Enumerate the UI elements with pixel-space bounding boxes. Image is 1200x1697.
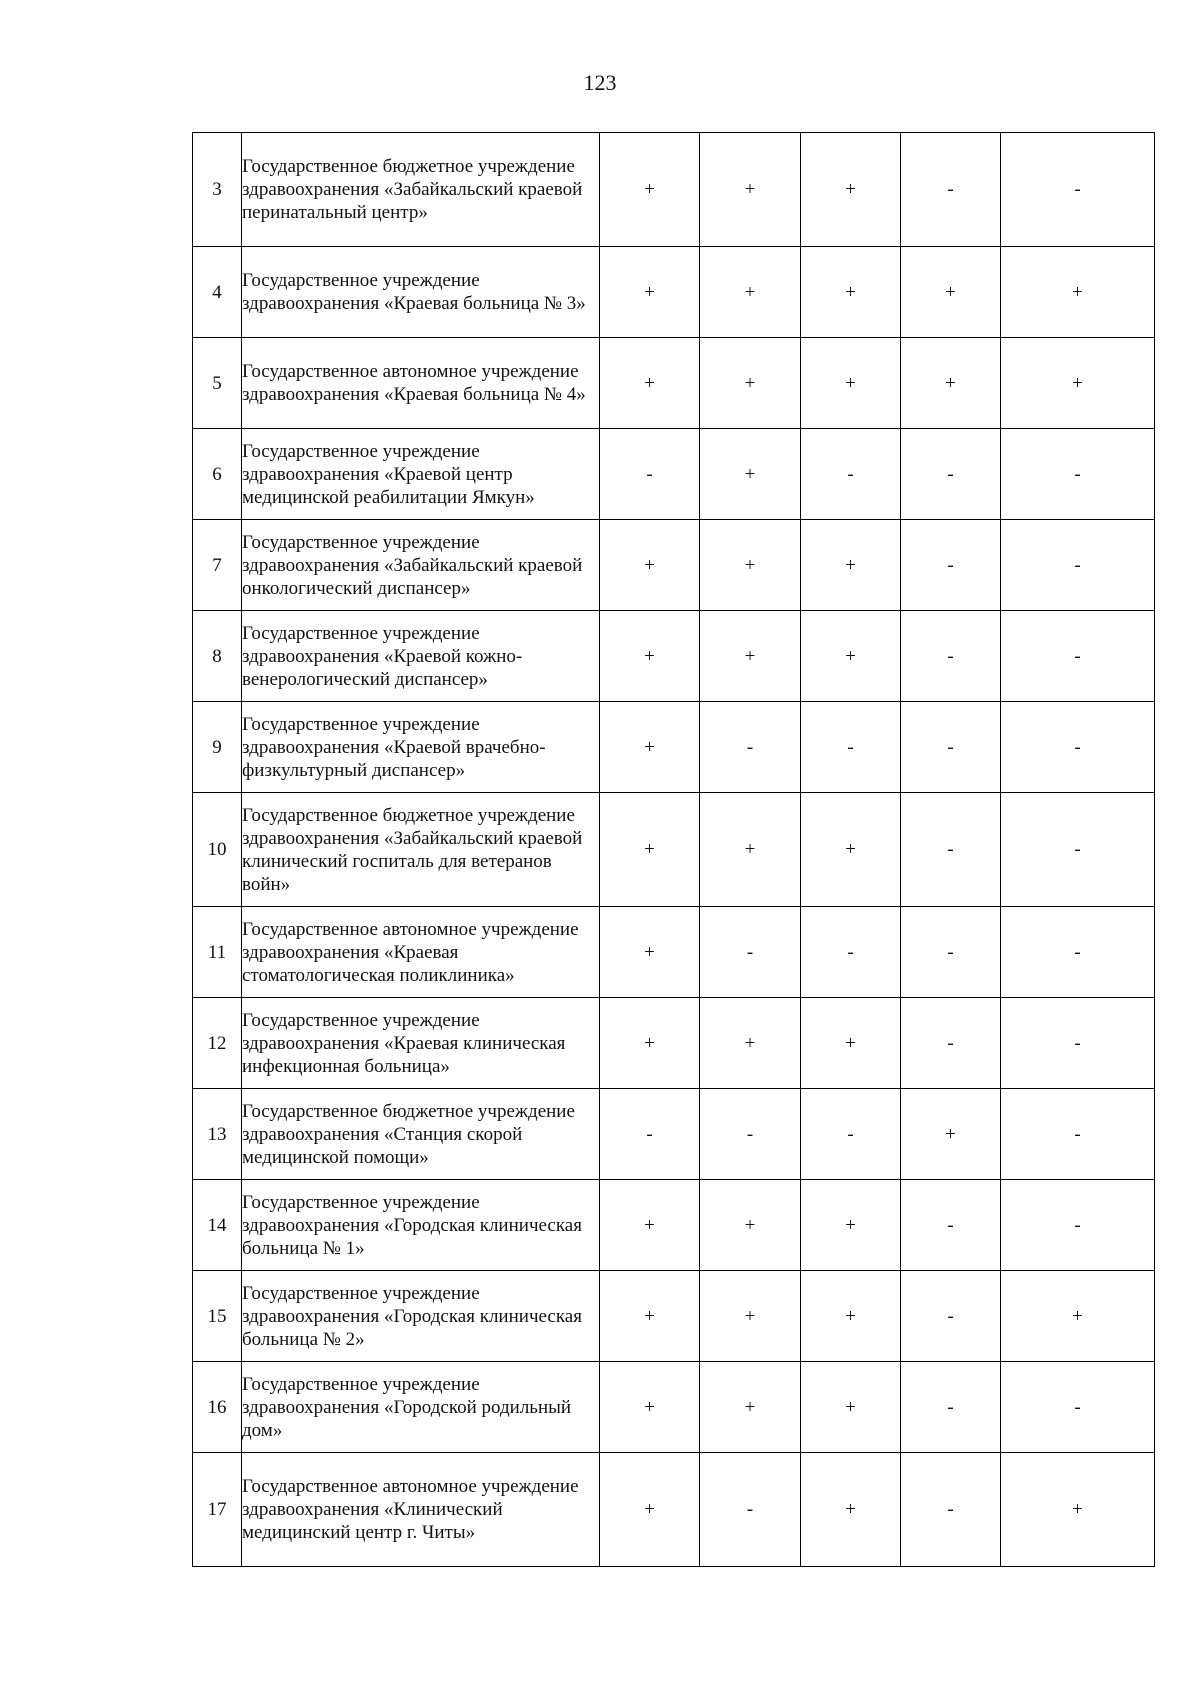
row-number: 17 xyxy=(193,1453,242,1567)
mark-cell-col-1: + xyxy=(600,611,700,702)
mark-cell-col-1: - xyxy=(600,429,700,520)
mark-cell-col-2: + xyxy=(700,1271,801,1362)
mark-cell-col-4: - xyxy=(901,702,1001,793)
row-number: 14 xyxy=(193,1180,242,1271)
row-number: 6 xyxy=(193,429,242,520)
mark-cell-col-1: + xyxy=(600,702,700,793)
mark-cell-col-5: - xyxy=(1001,611,1155,702)
mark-cell-col-1: + xyxy=(600,247,700,338)
mark-cell-col-1: + xyxy=(600,1271,700,1362)
institution-name: Государственное учреждение здравоохранения «Городской родильный дом» xyxy=(242,1362,600,1453)
mark-cell-col-4: - xyxy=(901,611,1001,702)
mark-cell-col-3: - xyxy=(801,702,901,793)
mark-cell-col-4: - xyxy=(901,429,1001,520)
table-row xyxy=(193,338,1155,429)
table-row xyxy=(193,1180,1155,1271)
mark-cell-col-5: - xyxy=(1001,1362,1155,1453)
row-number: 4 xyxy=(193,247,242,338)
institution-name: Государственное учреждение здравоохранения «Городская клиническая больница № 2» xyxy=(242,1271,600,1362)
mark-cell-col-4: - xyxy=(901,793,1001,907)
mark-cell-col-1: + xyxy=(600,133,700,247)
mark-cell-col-4: + xyxy=(901,1089,1001,1180)
mark-cell-col-3: + xyxy=(801,247,901,338)
mark-cell-col-1: + xyxy=(600,1180,700,1271)
mark-cell-col-4: - xyxy=(901,1271,1001,1362)
mark-cell-col-2: + xyxy=(700,998,801,1089)
mark-cell-col-2: + xyxy=(700,338,801,429)
page-number: 123 xyxy=(583,70,617,95)
row-number: 15 xyxy=(193,1271,242,1362)
mark-cell-col-2: - xyxy=(700,907,801,998)
mark-cell-col-5: - xyxy=(1001,907,1155,998)
mark-cell-col-1: + xyxy=(600,907,700,998)
mark-cell-col-1: + xyxy=(600,338,700,429)
mark-cell-col-5: + xyxy=(1001,1453,1155,1567)
mark-cell-col-2: + xyxy=(700,793,801,907)
mark-cell-col-3: + xyxy=(801,520,901,611)
row-number: 8 xyxy=(193,611,242,702)
row-number: 12 xyxy=(193,998,242,1089)
institution-name: Государственное бюджетное учреждение здравоохранения «Забайкальский краевой перинатальный центр» xyxy=(242,133,600,247)
mark-cell-col-4: - xyxy=(901,520,1001,611)
mark-cell-col-2: + xyxy=(700,429,801,520)
row-number: 16 xyxy=(193,1362,242,1453)
mark-cell-col-5: + xyxy=(1001,1271,1155,1362)
table-row xyxy=(193,247,1155,338)
mark-cell-col-2: - xyxy=(700,1453,801,1567)
table-row xyxy=(193,133,1155,247)
mark-cell-col-4: - xyxy=(901,1362,1001,1453)
table-row xyxy=(193,793,1155,907)
mark-cell-col-4: - xyxy=(901,907,1001,998)
mark-cell-col-5: + xyxy=(1001,338,1155,429)
table-row xyxy=(193,1089,1155,1180)
mark-cell-col-2: + xyxy=(700,520,801,611)
table-row xyxy=(193,1453,1155,1567)
mark-cell-col-4: + xyxy=(901,338,1001,429)
row-number: 5 xyxy=(193,338,242,429)
mark-cell-col-3: + xyxy=(801,1271,901,1362)
table-row xyxy=(193,611,1155,702)
mark-cell-col-4: - xyxy=(901,133,1001,247)
mark-cell-col-5: + xyxy=(1001,247,1155,338)
institution-name: Государственное автономное учреждение здравоохранения «Краевая стоматологическая поликлиника» xyxy=(242,907,600,998)
mark-cell-col-1: + xyxy=(600,1453,700,1567)
row-number: 3 xyxy=(193,133,242,247)
institution-name: Государственное учреждение здравоохранения «Забайкальский краевой онкологический диспансер» xyxy=(242,520,600,611)
institutions-table xyxy=(192,132,1155,1567)
row-number: 10 xyxy=(193,793,242,907)
mark-cell-col-1: + xyxy=(600,1362,700,1453)
institution-name: Государственное бюджетное учреждение здравоохранения «Станция скорой медицинской помощи» xyxy=(242,1089,600,1180)
mark-cell-col-5: - xyxy=(1001,793,1155,907)
institution-name: Государственное учреждение здравоохранения «Краевая больница № 3» xyxy=(242,247,600,338)
table-body xyxy=(193,133,1155,1567)
mark-cell-col-5: - xyxy=(1001,520,1155,611)
mark-cell-col-2: + xyxy=(700,1180,801,1271)
table-row xyxy=(193,520,1155,611)
mark-cell-col-4: - xyxy=(901,1180,1001,1271)
mark-cell-col-3: + xyxy=(801,998,901,1089)
mark-cell-col-2: - xyxy=(700,702,801,793)
mark-cell-col-3: - xyxy=(801,907,901,998)
table-row xyxy=(193,907,1155,998)
mark-cell-col-2: + xyxy=(700,1362,801,1453)
institution-name: Государственное учреждение здравоохранения «Краевая клиническая инфекционная больница» xyxy=(242,998,600,1089)
institution-name: Государственное учреждение здравоохранения «Краевой кожно-венерологический диспансер» xyxy=(242,611,600,702)
mark-cell-col-5: - xyxy=(1001,1089,1155,1180)
mark-cell-col-5: - xyxy=(1001,998,1155,1089)
mark-cell-col-5: - xyxy=(1001,702,1155,793)
table-row xyxy=(193,1362,1155,1453)
table-row xyxy=(193,429,1155,520)
mark-cell-col-5: - xyxy=(1001,133,1155,247)
institution-name: Государственное автономное учреждение здравоохранения «Краевая больница № 4» xyxy=(242,338,600,429)
mark-cell-col-3: + xyxy=(801,1180,901,1271)
row-number: 13 xyxy=(193,1089,242,1180)
mark-cell-col-5: - xyxy=(1001,429,1155,520)
mark-cell-col-2: + xyxy=(700,133,801,247)
mark-cell-col-3: + xyxy=(801,133,901,247)
institution-name: Государственное автономное учреждение здравоохранения «Клинический медицинский центр г. Читы» xyxy=(242,1453,600,1567)
table-row xyxy=(193,702,1155,793)
institution-name: Государственное учреждение здравоохранения «Городская клиническая больница № 1» xyxy=(242,1180,600,1271)
mark-cell-col-3: - xyxy=(801,1089,901,1180)
row-number: 7 xyxy=(193,520,242,611)
mark-cell-col-1: + xyxy=(600,998,700,1089)
mark-cell-col-1: + xyxy=(600,520,700,611)
table-row xyxy=(193,998,1155,1089)
mark-cell-col-3: - xyxy=(801,429,901,520)
mark-cell-col-5: - xyxy=(1001,1180,1155,1271)
mark-cell-col-3: + xyxy=(801,1453,901,1567)
mark-cell-col-3: + xyxy=(801,611,901,702)
mark-cell-col-1: + xyxy=(600,793,700,907)
mark-cell-col-4: - xyxy=(901,1453,1001,1567)
mark-cell-col-3: + xyxy=(801,1362,901,1453)
institution-name: Государственное учреждение здравоохранения «Краевой врачебно-физкультурный диспансер» xyxy=(242,702,600,793)
mark-cell-col-3: + xyxy=(801,793,901,907)
mark-cell-col-3: + xyxy=(801,338,901,429)
mark-cell-col-1: - xyxy=(600,1089,700,1180)
mark-cell-col-4: - xyxy=(901,998,1001,1089)
table-row xyxy=(193,1271,1155,1362)
mark-cell-col-2: + xyxy=(700,611,801,702)
mark-cell-col-2: + xyxy=(700,247,801,338)
row-number: 9 xyxy=(193,702,242,793)
row-number: 11 xyxy=(193,907,242,998)
institution-name: Государственное учреждение здравоохранения «Краевой центр медицинской реабилитации Ямкун» xyxy=(242,429,600,520)
institution-name: Государственное бюджетное учреждение здравоохранения «Забайкальский краевой клинический госпиталь для ветеранов войн» xyxy=(242,793,600,907)
mark-cell-col-4: + xyxy=(901,247,1001,338)
mark-cell-col-2: - xyxy=(700,1089,801,1180)
